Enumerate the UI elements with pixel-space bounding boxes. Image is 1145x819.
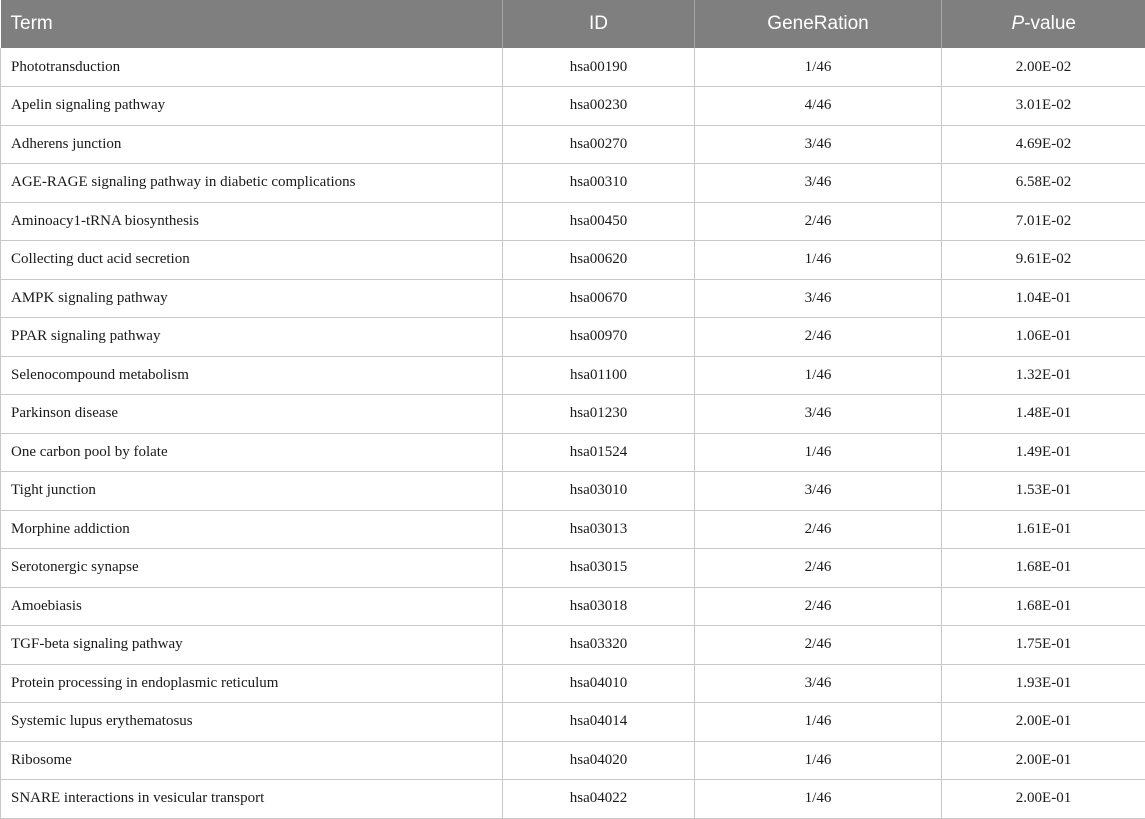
cell-id: hsa04022 [503,780,695,819]
cell-id: hsa00230 [503,87,695,126]
table-row [1,48,1145,87]
cell-gene-ration: 1/46 [695,703,942,742]
cell-p-value: 1.04E-01 [942,279,1145,318]
cell-p-value: 1.68E-01 [942,549,1145,588]
table-row [1,356,1145,395]
table-row [1,741,1145,780]
cell-gene-ration: 3/46 [695,472,942,511]
cell-term: Selenocompound metabolism [1,356,503,395]
cell-p-value: 2.00E-02 [942,48,1145,87]
cell-p-value: 1.48E-01 [942,395,1145,434]
cell-gene-ration: 2/46 [695,202,942,241]
cell-gene-ration: 1/46 [695,356,942,395]
cell-term: Adherens junction [1,125,503,164]
table-body [1,48,1145,818]
table-row [1,164,1145,203]
cell-p-value: 6.58E-02 [942,164,1145,203]
table-row [1,626,1145,665]
cell-term: SNARE interactions in vesicular transport [1,780,503,819]
cell-term: AGE-RAGE signaling pathway in diabetic complications [1,164,503,203]
p-value-suffix-label: -value [1024,13,1076,34]
cell-p-value: 9.61E-02 [942,241,1145,280]
table-row [1,279,1145,318]
cell-gene-ration: 2/46 [695,549,942,588]
cell-id: hsa03013 [503,510,695,549]
table-row [1,318,1145,357]
column-header-term: Term [1,0,503,48]
cell-id: hsa04010 [503,664,695,703]
table-row [1,510,1145,549]
table-row [1,703,1145,742]
cell-gene-ration: 2/46 [695,587,942,626]
cell-p-value: 2.00E-01 [942,741,1145,780]
table-row [1,241,1145,280]
cell-term: Parkinson disease [1,395,503,434]
cell-term: PPAR signaling pathway [1,318,503,357]
cell-gene-ration: 1/46 [695,433,942,472]
table-row [1,780,1145,819]
table-row [1,125,1145,164]
cell-term: Phototransduction [1,48,503,87]
cell-gene-ration: 3/46 [695,664,942,703]
cell-p-value: 1.53E-01 [942,472,1145,511]
cell-gene-ration: 3/46 [695,125,942,164]
table-row [1,472,1145,511]
cell-gene-ration: 1/46 [695,241,942,280]
cell-id: hsa00450 [503,202,695,241]
table-row [1,587,1145,626]
cell-id: hsa00270 [503,125,695,164]
cell-id: hsa01230 [503,395,695,434]
cell-p-value: 2.00E-01 [942,780,1145,819]
header-row [1,0,1145,48]
cell-gene-ration: 2/46 [695,318,942,357]
cell-gene-ration: 1/46 [695,741,942,780]
cell-gene-ration: 3/46 [695,279,942,318]
cell-id: hsa01524 [503,433,695,472]
cell-id: hsa03010 [503,472,695,511]
table-header [1,0,1145,48]
cell-term: Collecting duct acid secretion [1,241,503,280]
table-row [1,87,1145,126]
table-row [1,549,1145,588]
cell-term: AMPK signaling pathway [1,279,503,318]
cell-term: TGF-beta signaling pathway [1,626,503,665]
cell-id: hsa00670 [503,279,695,318]
cell-id: hsa04020 [503,741,695,780]
cell-gene-ration: 2/46 [695,510,942,549]
cell-term: Amoebiasis [1,587,503,626]
cell-id: hsa03320 [503,626,695,665]
cell-p-value: 4.69E-02 [942,125,1145,164]
cell-term: Ribosome [1,741,503,780]
table-row [1,202,1145,241]
cell-p-value: 1.32E-01 [942,356,1145,395]
cell-id: hsa03015 [503,549,695,588]
cell-p-value: 2.00E-01 [942,703,1145,742]
table-row [1,433,1145,472]
cell-gene-ration: 4/46 [695,87,942,126]
cell-p-value: 1.49E-01 [942,433,1145,472]
cell-p-value: 3.01E-02 [942,87,1145,126]
cell-term: Systemic lupus erythematosus [1,703,503,742]
cell-id: hsa00310 [503,164,695,203]
table-row [1,395,1145,434]
cell-gene-ration: 1/46 [695,780,942,819]
cell-term: One carbon pool by folate [1,433,503,472]
cell-p-value: 7.01E-02 [942,202,1145,241]
cell-term: Apelin signaling pathway [1,87,503,126]
column-header-gene-ration: GeneRation [695,0,942,48]
cell-id: hsa00970 [503,318,695,357]
cell-p-value: 1.75E-01 [942,626,1145,665]
cell-p-value: 1.61E-01 [942,510,1145,549]
cell-gene-ration: 3/46 [695,164,942,203]
cell-p-value: 1.68E-01 [942,587,1145,626]
cell-id: hsa01100 [503,356,695,395]
cell-term: Protein processing in endoplasmic reticulum [1,664,503,703]
cell-term: Tight junction [1,472,503,511]
cell-id: hsa04014 [503,703,695,742]
cell-id: hsa00620 [503,241,695,280]
cell-term: Serotonergic synapse [1,549,503,588]
cell-p-value: 1.06E-01 [942,318,1145,357]
cell-gene-ration: 1/46 [695,48,942,87]
cell-gene-ration: 2/46 [695,626,942,665]
cell-id: hsa00190 [503,48,695,87]
cell-p-value: 1.93E-01 [942,664,1145,703]
cell-term: Aminoacy1-tRNA biosynthesis [1,202,503,241]
cell-gene-ration: 3/46 [695,395,942,434]
column-header-id: ID [503,0,695,48]
p-value-italic-label: P [1012,13,1025,34]
table-row [1,664,1145,703]
cell-term: Morphine addiction [1,510,503,549]
column-header-p-value [942,0,1145,48]
cell-id: hsa03018 [503,587,695,626]
